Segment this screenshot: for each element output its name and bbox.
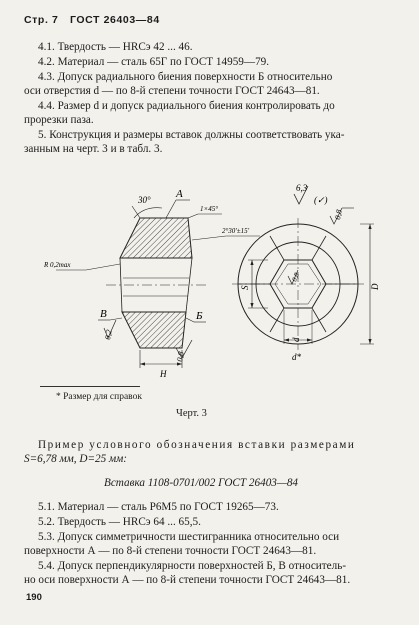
item-5-4-line1: 5.4. Допуск перпендикулярности поверхностей Б, В относитель- [38, 560, 347, 572]
item-4-3-line1: 4.3. Допуск радиального биения поверхности Б относительно [38, 71, 333, 83]
radius-label: R 0,2max [44, 261, 71, 269]
item-5-line1: 5. Конструкция и размеры вставок должны соответствовать ука- [38, 129, 345, 141]
surface-a-label: A [176, 188, 183, 200]
height-dimension: H [160, 369, 167, 379]
roughness-outer: 0,8 [333, 208, 344, 221]
example-heading-line2: S=6,78 мм, D=25 мм: [24, 453, 128, 465]
roughness-bottom: 0,8 [175, 350, 186, 363]
footnote-rule [40, 386, 140, 387]
page-number: 190 [26, 592, 42, 603]
example-heading-line1: Пример условного обозначения вставки размерами [38, 439, 356, 451]
figure-caption: Черт. 3 [176, 408, 207, 419]
item-5-line2: занным на черт. 3 и в табл. 3. [24, 143, 163, 155]
example-designation: Вставка 1108-0701/002 ГОСТ 26403—84 [104, 477, 299, 489]
item-4-3-line2: оси отверстия d — по 8-й степени точности ГОСТ 24643—81. [24, 85, 320, 97]
item-4-4-line2: прорезки паза. [24, 114, 94, 126]
general-roughness: 6,3 [296, 183, 308, 193]
technical-drawing [26, 178, 396, 383]
item-4-1: 4.1. Твердость — HRCэ 42 ... 46. [38, 41, 193, 53]
item-5-3-line1: 5.3. Допуск симметричности шестигранника относительно оси [38, 531, 340, 543]
section-view [43, 188, 260, 379]
page-header [24, 14, 168, 26]
chamfer-label: 1×45° [200, 205, 219, 213]
page-label: Стр. 7 [24, 14, 59, 26]
item-5-2: 5.2. Твердость — HRCэ 64 ... 65,5. [38, 516, 201, 528]
item-5-4-line2: но оси поверхности А — по 8-й степени точности ГОСТ 24643—81. [24, 574, 351, 586]
roughness-hex: 0,8 [290, 271, 301, 283]
taper-label: 2°30'±15' [222, 227, 250, 235]
hex-corner-dimension: d [291, 337, 301, 342]
angle-label: 30° [138, 195, 151, 205]
footnote: * Размер для справок [56, 392, 142, 402]
roughness-check: (✓) [314, 195, 328, 205]
item-4-2: 4.2. Материал — сталь 65Г по ГОСТ 14959—79. [38, 56, 270, 68]
surface-v-label: В [100, 308, 107, 320]
inner-diameter-dimension: d* [292, 352, 301, 362]
item-4-4-line1: 4.4. Размер d и допуск радиального биения контролировать до [38, 100, 335, 112]
standard-number: ГОСТ 26403—84 [69, 14, 160, 26]
item-5-1: 5.1. Материал — сталь Р6М5 по ГОСТ 19265—73. [38, 501, 279, 513]
item-5-3-line2: поверхности А — по 8-й степени точности ГОСТ 24643—81. [24, 545, 317, 557]
end-view [232, 183, 380, 362]
hex-width-dimension: S [240, 285, 250, 290]
roughness-left: 0,2 [103, 328, 114, 341]
outer-diameter-dimension: D [370, 283, 380, 290]
surface-b-label: Б [196, 310, 203, 322]
